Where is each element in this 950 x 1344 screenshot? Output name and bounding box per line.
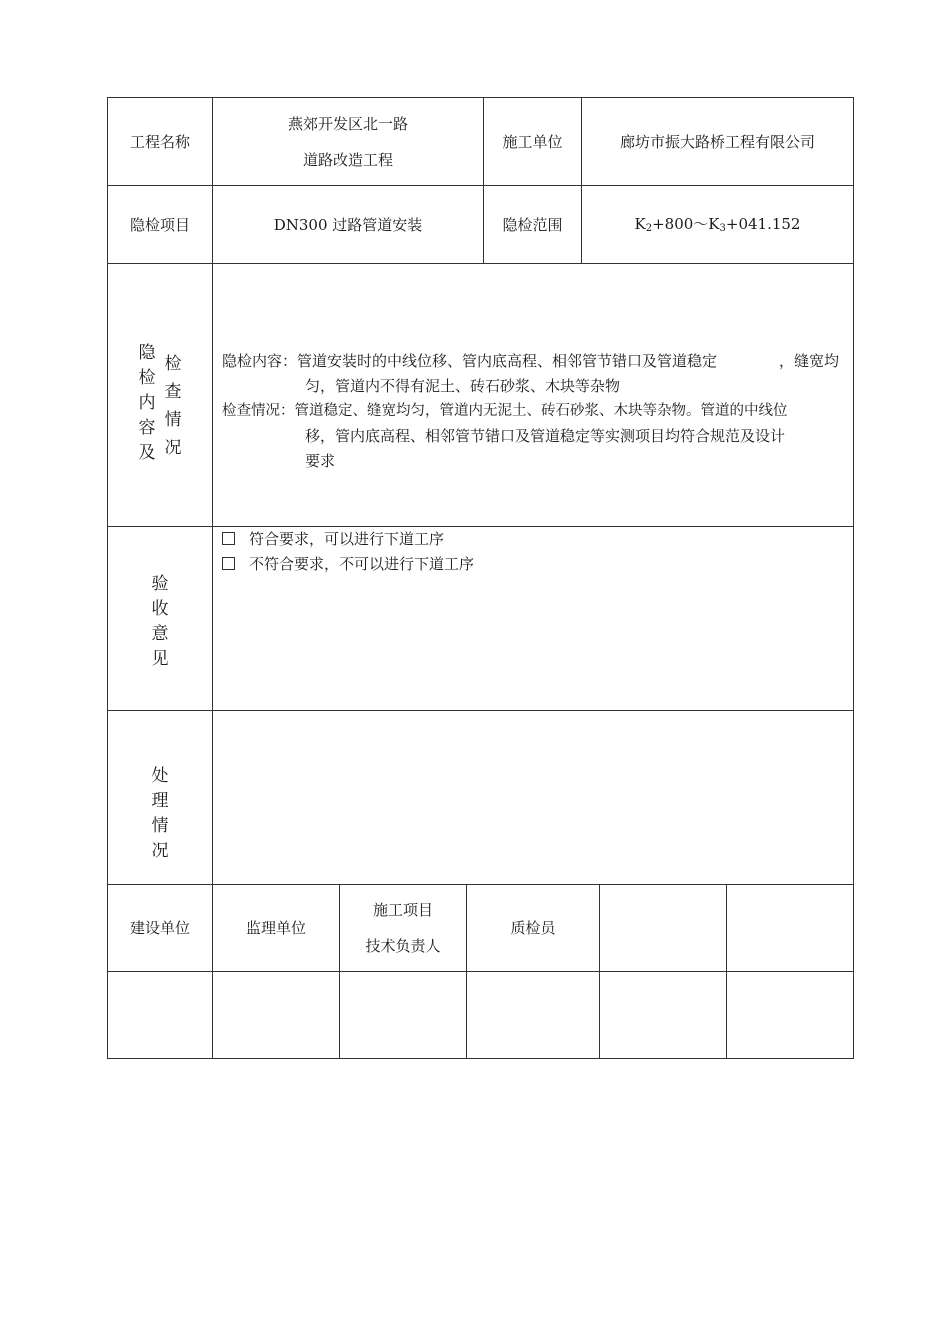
row-divider (107, 263, 854, 264)
project-name-value (213, 98, 483, 185)
label-char: 验 (151, 574, 169, 594)
inspection-content-line2: 匀，管道内不得有泥土、砖石砂浆、木块等杂物 (305, 377, 621, 395)
technical-lead-label (340, 885, 466, 971)
row-divider (107, 971, 854, 972)
inspection-result-line2: 移，管内底高程、相邻管节错口及管道稳定等实测项目均符合规范及设计 (305, 427, 786, 445)
range-k-sub: 2 (645, 223, 653, 234)
range-k-prefix: K (634, 215, 646, 233)
quality-inspector-label: 质检员 (510, 919, 556, 937)
label-char: 况 (151, 841, 169, 861)
label-char: 处 (151, 766, 169, 786)
option-acceptable-label: 符合要求，可以进行下道工序 (249, 530, 445, 548)
contractor-label: 施工单位 (502, 132, 563, 151)
col-divider (726, 884, 727, 1059)
label-char: 情 (151, 816, 169, 836)
range-mid: +800～K (652, 215, 720, 233)
acceptance-label (149, 572, 171, 672)
label-char: 查 (164, 382, 182, 402)
label-char: 意 (151, 624, 169, 644)
project-name-line2: 道路改造工程 (302, 150, 393, 169)
project-name-label: 工程名称 (129, 132, 190, 151)
label-char: 理 (151, 791, 169, 811)
inspection-item-value: DN300 过路管道安装 (273, 215, 423, 234)
technical-lead-line1: 施工项目 (372, 901, 433, 919)
inspection-content-label-col1 (136, 341, 158, 466)
inspection-range-value (582, 186, 853, 263)
technical-lead-line2: 技术负责人 (365, 937, 441, 955)
option-not-acceptable-label: 不符合要求，不可以进行下道工序 (249, 555, 475, 573)
inspection-content-label-col2 (162, 350, 184, 462)
inspection-content-line1: 隐检内容：管道安装时的中线位移、管内底高程、相邻管节错口及管道稳定 (222, 352, 718, 370)
owner-unit-label: 建设单位 (129, 919, 190, 937)
label-char: 检 (164, 354, 182, 374)
supervisor-unit-label: 监理单位 (245, 919, 306, 937)
label-char: 隐 (138, 343, 156, 363)
label-char: 收 (151, 599, 169, 619)
project-name-line1: 燕郊开发区北一路 (287, 114, 408, 133)
inspection-range-label: 隐检范围 (502, 215, 563, 234)
inspection-item-label: 隐检项目 (129, 215, 190, 234)
label-char: 况 (164, 438, 182, 458)
label-char: 及 (138, 443, 156, 463)
range-end: +041.152 (725, 215, 801, 233)
inspection-result-line3: 要求 (305, 452, 336, 470)
col-divider (599, 884, 600, 1059)
option-not-acceptable[interactable] (222, 552, 474, 577)
checkbox-not-acceptable[interactable] (222, 557, 235, 570)
inspection-result-line1: 检查情况：管道稳定、缝宽均匀，管道内无泥土、砖石砂浆、木块等杂物。管道的中线位 (222, 403, 788, 419)
option-acceptable[interactable] (222, 527, 444, 552)
handling-label (149, 764, 171, 864)
label-char: 见 (151, 649, 169, 669)
label-char: 内 (138, 393, 156, 413)
label-char: 检 (138, 368, 156, 388)
row-divider (107, 526, 854, 527)
label-char: 情 (164, 410, 182, 430)
inspection-content-line1-tail: ，缝宽均 (779, 352, 840, 370)
label-char: 容 (138, 418, 156, 438)
contractor-value: 廊坊市振大路桥工程有限公司 (619, 132, 815, 151)
checkbox-acceptable[interactable] (222, 532, 235, 545)
range-k2-sub: 3 (719, 223, 726, 234)
row-divider (107, 710, 854, 711)
